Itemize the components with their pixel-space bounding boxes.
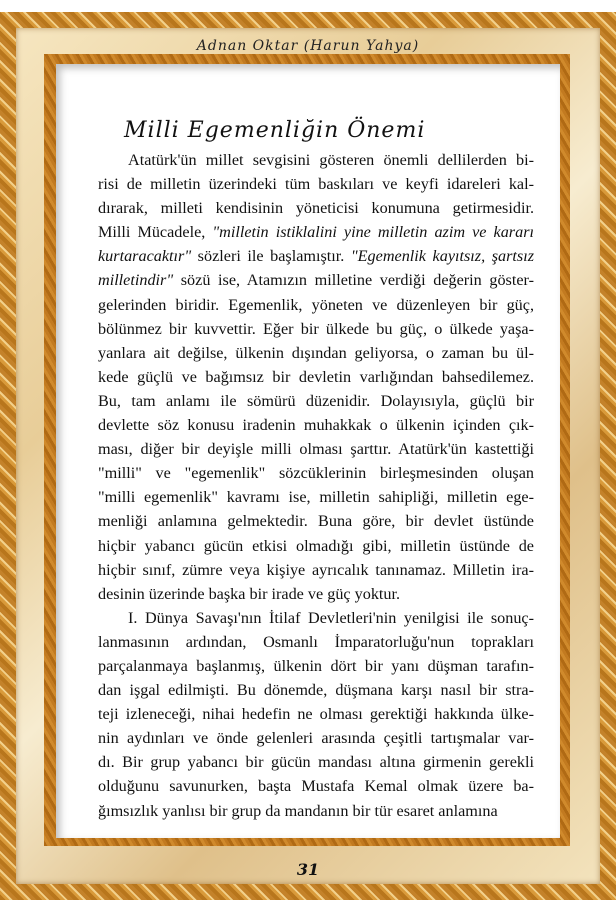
text-line	[98, 799, 534, 823]
text-segment: "milli" ve "egemenlik" sözcüklerinin birleşmesinden oluşan	[98, 464, 534, 483]
text-line	[98, 678, 534, 702]
running-head: Adnan Oktar (Harun Yahya)	[196, 38, 420, 54]
text-segment: parçalanmaya başlanmış, ülkenin dört bir yanı düşman tarafın-	[98, 656, 534, 675]
text-line	[98, 774, 534, 798]
text-segment: menliği anlamına gelmektedir. Buna göre, bir devlet üstünde	[98, 512, 534, 531]
text-line	[98, 244, 534, 268]
text-line	[98, 654, 534, 678]
text-segment: Bu, tam anlamı ile sömürü düzenidir. Dolayısıyla, güçlü bir	[98, 391, 534, 410]
text-segment: ğımsızlık yanlısı bir grup da mandanın bir tür esaret anlamına	[98, 801, 498, 820]
text-segment: yanlara ait değilse, ülkenin dışından geliyorsa, o zaman bu ül-	[98, 343, 534, 362]
text-line	[98, 172, 534, 196]
text-line	[98, 534, 534, 558]
text-line	[98, 461, 534, 485]
text-line	[98, 558, 534, 582]
text-line	[98, 196, 534, 220]
text-segment: devlette söz konusu iradenin muhakkak o ülkenin içinden çık-	[98, 416, 534, 435]
text-line	[98, 413, 534, 437]
text-line	[98, 702, 534, 726]
quote-segment: kurtaracaktır"	[98, 247, 192, 266]
text-segment: risi de milletin üzerindeki tüm baskıları ve keyfi idareleri kal-	[98, 175, 534, 194]
section-title: Milli Egemenliğin Önemi	[124, 118, 426, 143]
text-segment: sözleri ile başlamıştır.	[191, 247, 351, 266]
text-line	[98, 437, 534, 461]
text-segment: sözü ise, Atamızın milletine verdiği değerin göster-	[173, 271, 534, 290]
text-segment: dırarak, milleti kendisinin yöneticisi konumuna getirmesidir.	[98, 199, 534, 218]
text-line	[98, 582, 534, 606]
text-segment: dı. Bir grup yabancı bir gücün mandası altına girmenin gerekli	[98, 753, 534, 772]
text-segment: Atatürk'ün millet sevgisini gösteren önemli dellilerden bi-	[128, 151, 534, 169]
text-segment: Milli Mücadele,	[98, 223, 213, 242]
text-line	[98, 485, 534, 509]
text-line	[98, 341, 534, 365]
text-segment: desinin üzerinde başka bir irade ve güç yoktur.	[98, 584, 401, 603]
text-line	[98, 630, 534, 654]
text-segment: nin aydınları ve önde gelenleri arasında çeşitli tartışmalar var-	[98, 729, 534, 748]
text-segment: hiçbir yabancı gücün etkisi olmadığı gibi, milletin üstünde de	[98, 536, 534, 555]
text-segment: gelerinden biridir. Egemenlik, yöneten ve düzenleyen bir güç,	[98, 295, 534, 314]
text-segment: ması, diğer bir deyişle milli olması şarttır. Atatürk'ün kastettiği	[98, 440, 534, 459]
text-segment: hiçbir sınıf, zümre veya kişiye ayrıcalık tanınamaz. Milletin ira-	[98, 560, 534, 579]
text-segment: dan işgal edilmişti. Bu dönemde, düşmana karşı nasıl bir stra-	[98, 681, 534, 700]
text-segment: teji izleneceği, nihai hedefin ne olması gerektiği hakkında ülke-	[98, 705, 534, 724]
text-line	[98, 317, 534, 341]
text-line	[98, 389, 534, 413]
text-line	[98, 293, 534, 317]
text-line	[98, 726, 534, 750]
text-segment: bölünmez bir kuvvettir. Eğer bir ülkede bu güç, o ülkede yaşa-	[98, 319, 534, 338]
text-segment: olduğunu savunurken, başta Mustafa Kemal olmak üzere ba-	[98, 777, 534, 796]
quote-segment: "milletin istiklalini yine milletin azim ve kararı	[212, 223, 534, 242]
text-line	[98, 750, 534, 774]
text-line	[98, 606, 534, 630]
text-line	[98, 148, 534, 172]
body-text	[98, 148, 534, 823]
text-line	[98, 220, 534, 244]
text-segment: lanmasının ardından, Osmanlı İmparatorluğu'nun toprakları	[98, 632, 534, 651]
text-line	[98, 365, 534, 389]
text-line	[98, 268, 534, 292]
text-segment: I. Dünya Savaşı'nın İtilaf Devletleri'nin yenilgisi ile sonuç-	[128, 608, 534, 627]
quote-segment: milletindir"	[98, 271, 174, 290]
text-segment: kede güçlü ve bağımsız bir devletin varlığından bahsedilemez.	[98, 367, 534, 386]
text-segment: "milli egemenlik" kavramı ise, milletin sahipliği, milletin ege-	[98, 488, 534, 507]
text-line	[98, 509, 534, 533]
page-number: 31	[296, 860, 320, 879]
quote-segment: "Egemenlik kayıtsız, şartsız	[350, 247, 534, 266]
